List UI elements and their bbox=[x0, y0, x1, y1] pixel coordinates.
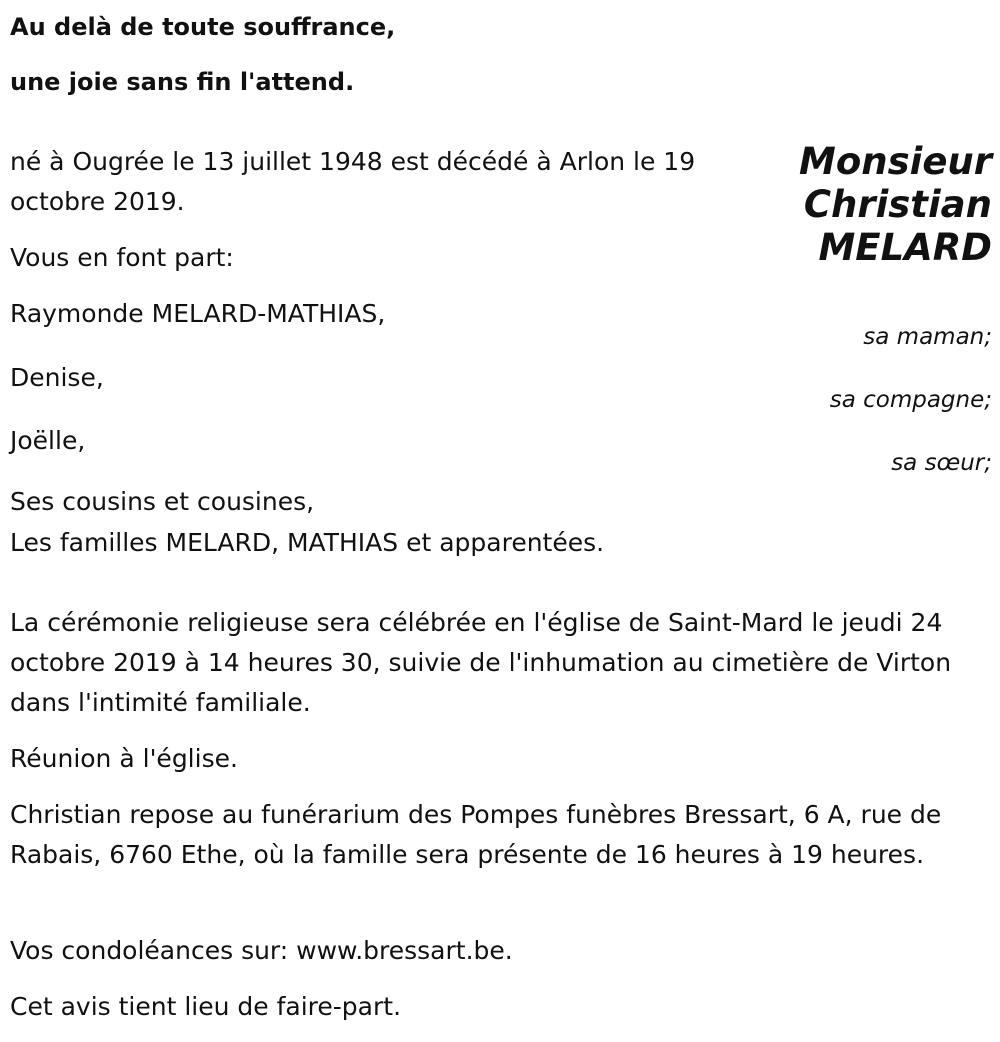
announce-label: Vous en font part: bbox=[10, 243, 234, 272]
ceremony-paragraph: La cérémonie religieuse sera célébrée en l'église de Saint-Mard le jeudi 24 octobre 2019 à 14 heures 30, suivie de l'inhumation au cimetière de Virton dans l'intimité familiale. bbox=[10, 608, 952, 717]
deceased-first-name: Christian bbox=[803, 183, 992, 226]
obituary-notice bbox=[10, 0, 992, 1042]
families-line: Les familles MELARD, MATHIAS et apparentées. bbox=[10, 528, 605, 557]
mourner-name: Joëlle, bbox=[10, 426, 86, 455]
verse-line-2: une joie sans fin l'attend. bbox=[10, 68, 355, 96]
verse-line-1: Au delà de toute souffrance, bbox=[10, 13, 396, 41]
deceased-title: Monsieur bbox=[799, 140, 992, 183]
deceased-name bbox=[732, 140, 992, 269]
condolences-paragraph: Vos condoléances sur: www.bressart.be. bbox=[10, 936, 513, 965]
cousins-line: Ses cousins et cousines, bbox=[10, 487, 315, 516]
mourner-name: Denise, bbox=[10, 363, 104, 392]
mourner-relation: sa maman; bbox=[863, 324, 992, 350]
mourner-relation: sa sœur; bbox=[891, 450, 992, 476]
reunion-paragraph: Réunion à l'église. bbox=[10, 744, 238, 773]
birth-death-statement: né à Ougrée le 13 juillet 1948 est décédé à Arlon le 19 octobre 2019. bbox=[10, 147, 696, 216]
mourner-name: Raymonde MELARD-MATHIAS, bbox=[10, 299, 386, 328]
funeral-home-paragraph: Christian repose au funérarium des Pompes funèbres Bressart, 6 A, rue de Rabais, 6760 Ethe, où la famille sera présente de 16 heures à 19 heures. bbox=[10, 800, 942, 869]
deceased-last-name: MELARD bbox=[818, 226, 992, 269]
notice-paragraph: Cet avis tient lieu de faire-part. bbox=[10, 992, 402, 1021]
mourner-relation: sa compagne; bbox=[829, 387, 992, 413]
